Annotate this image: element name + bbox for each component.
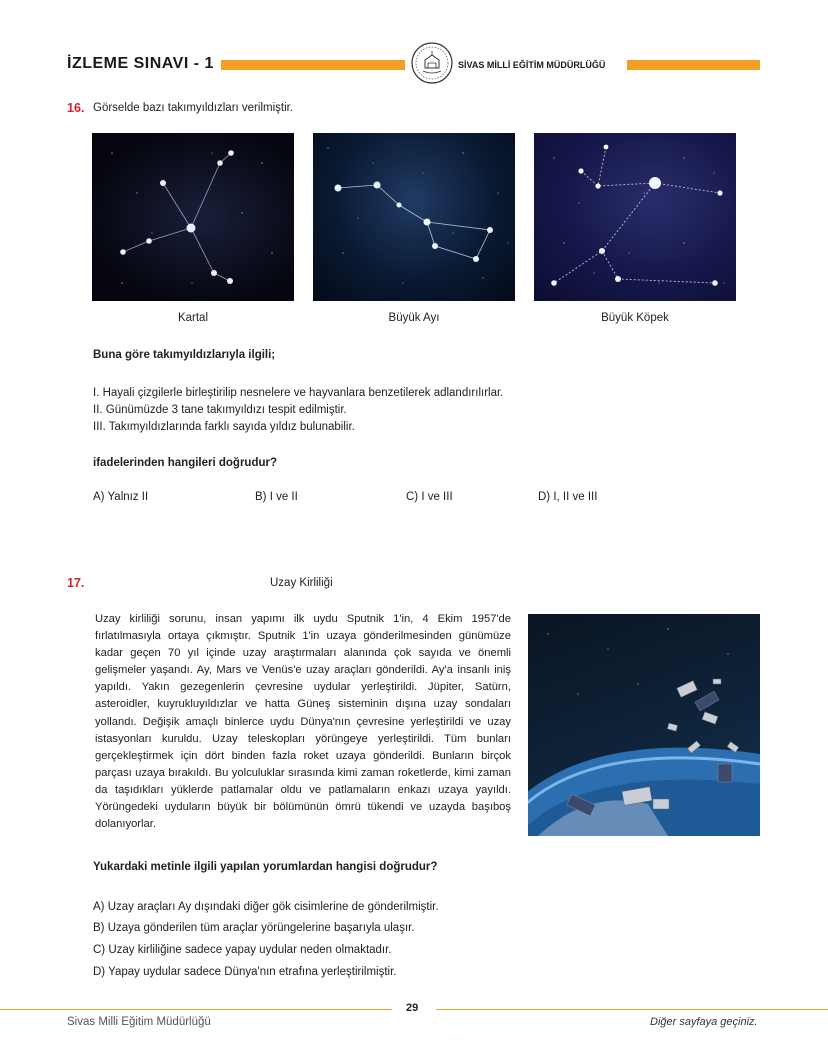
- q16-option-c[interactable]: C) I ve III: [406, 491, 453, 503]
- buyuk-ayi-caption: Büyük Ayı: [388, 312, 440, 324]
- question-17-number: 17.: [67, 576, 85, 590]
- kartal-caption: Kartal: [177, 312, 209, 324]
- next-page-note: Diğer sayfaya geçiniz.: [650, 1016, 758, 1028]
- question-17-title: Uzay Kirliliği: [270, 577, 333, 589]
- question-16-lead: Buna göre takımyıldızlarıyla ilgili;: [93, 349, 276, 361]
- q17-option-c[interactable]: C) Uzay kirliliğine sadece yapay uydular neden olmaktadır.: [93, 944, 392, 956]
- ministry-logo-icon: [411, 42, 453, 84]
- header-org: SİVAS MİLLİ EĞİTİM MÜDÜRLÜĞÜ: [458, 60, 606, 70]
- statement-2: II. Günümüzde 3 tane takımyıldızı tespit edilmiştir.: [93, 404, 347, 416]
- question-16-prompt: Görselde bazı takımyıldızları verilmiştir.: [93, 102, 294, 114]
- footer-line-right: [436, 1009, 828, 1010]
- q17-option-a[interactable]: A) Uzay araçları Ay dışındaki diğer gök cisimlerine de gönderilmiştir.: [93, 901, 439, 913]
- buyuk-kopek-constellation-image: [534, 133, 736, 301]
- buyuk-ayi-constellation-image: [313, 133, 515, 301]
- footer-org: Sivas Milli Eğitim Müdürlüğü: [67, 1016, 211, 1028]
- q17-option-d[interactable]: D) Yapay uydular sadece Dünya'nın etrafına yerleştirilmiştir.: [93, 966, 397, 978]
- q16-option-d[interactable]: D) I, II ve III: [538, 491, 598, 503]
- question-17-question: Yukardaki metinle ilgili yapılan yorumlardan hangisi doğrudur?: [93, 861, 438, 873]
- statement-3: III. Takımyıldızlarında farklı sayıda yıldız bulunabilir.: [93, 421, 355, 433]
- space-debris-image: [528, 614, 760, 836]
- exam-title: İZLEME SINAVI - 1: [67, 55, 214, 72]
- question-16-number: 16.: [67, 101, 85, 115]
- question-17-paragraph: Uzay kirliliği sorunu, insan yapımı ilk uydu Sputnik 1'in, 4 Ekim 1957'de fırlatılmasıyla ortaya çıkmıştır. Sputnik 1'in uzaya gönderilmesinden günümüze kadar geçen 70 yıl içinde uzay araştırmaları alanında çok sayıda ve önemli gelişmeler yaşandı. Ay, Mars ve Venüs'e uzay araçları gönderildi. Ay'a insanlı iniş yapıldı. Yakın gezegenlerin çevresine uydular yerleştirildi. Jüpiter, Satürn, asteroidler, kuyrukluyıldızlar ve hatta Güneş sisteminin dışına uzay sondaları yollandı. Değişik amaçlı binlerce uydu Dünya'nın çevresine yerleştirildi ve uzay istasyonları kuruldu. Uzay teleskopları yörüngeye yerleştirildi. Tüm bunları gerçekleştirmek için dört binden fazla roket uzaya gönderildi. Bunların birçok parçası uzaya bırakıldı. Bu yolculuklar sırasında kimi zaman roketlerde, kimi zaman da taşıdıkları yüklerde patlamalar oldu ve patlamaların enkazı uzaya yayıldı. Yörüngedeki uyduların büyük bir bölümünün ömrü tükendi ve uzayda başıboş dolanıyorlar.: [95, 613, 511, 831]
- header-bar-right: [627, 60, 760, 70]
- q16-option-b[interactable]: B) I ve II: [255, 491, 298, 503]
- kartal-constellation-image: [92, 133, 294, 301]
- buyuk-kopek-caption: Büyük Köpek: [601, 312, 669, 324]
- page-number: 29: [406, 1002, 419, 1014]
- header-bar-left: [221, 60, 405, 70]
- q17-option-b[interactable]: B) Uzaya gönderilen tüm araçlar yörüngelerine başarıyla ulaşır.: [93, 922, 415, 934]
- q16-option-a[interactable]: A) Yalnız II: [93, 491, 149, 503]
- question-16-ask: ifadelerinden hangileri doğrudur?: [93, 457, 278, 469]
- footer-line-left: [0, 1009, 392, 1010]
- statement-1: I. Hayali çizgilerle birleştirilip nesnelere ve hayvanlara benzetilerek adlandırılırlar.: [93, 387, 504, 399]
